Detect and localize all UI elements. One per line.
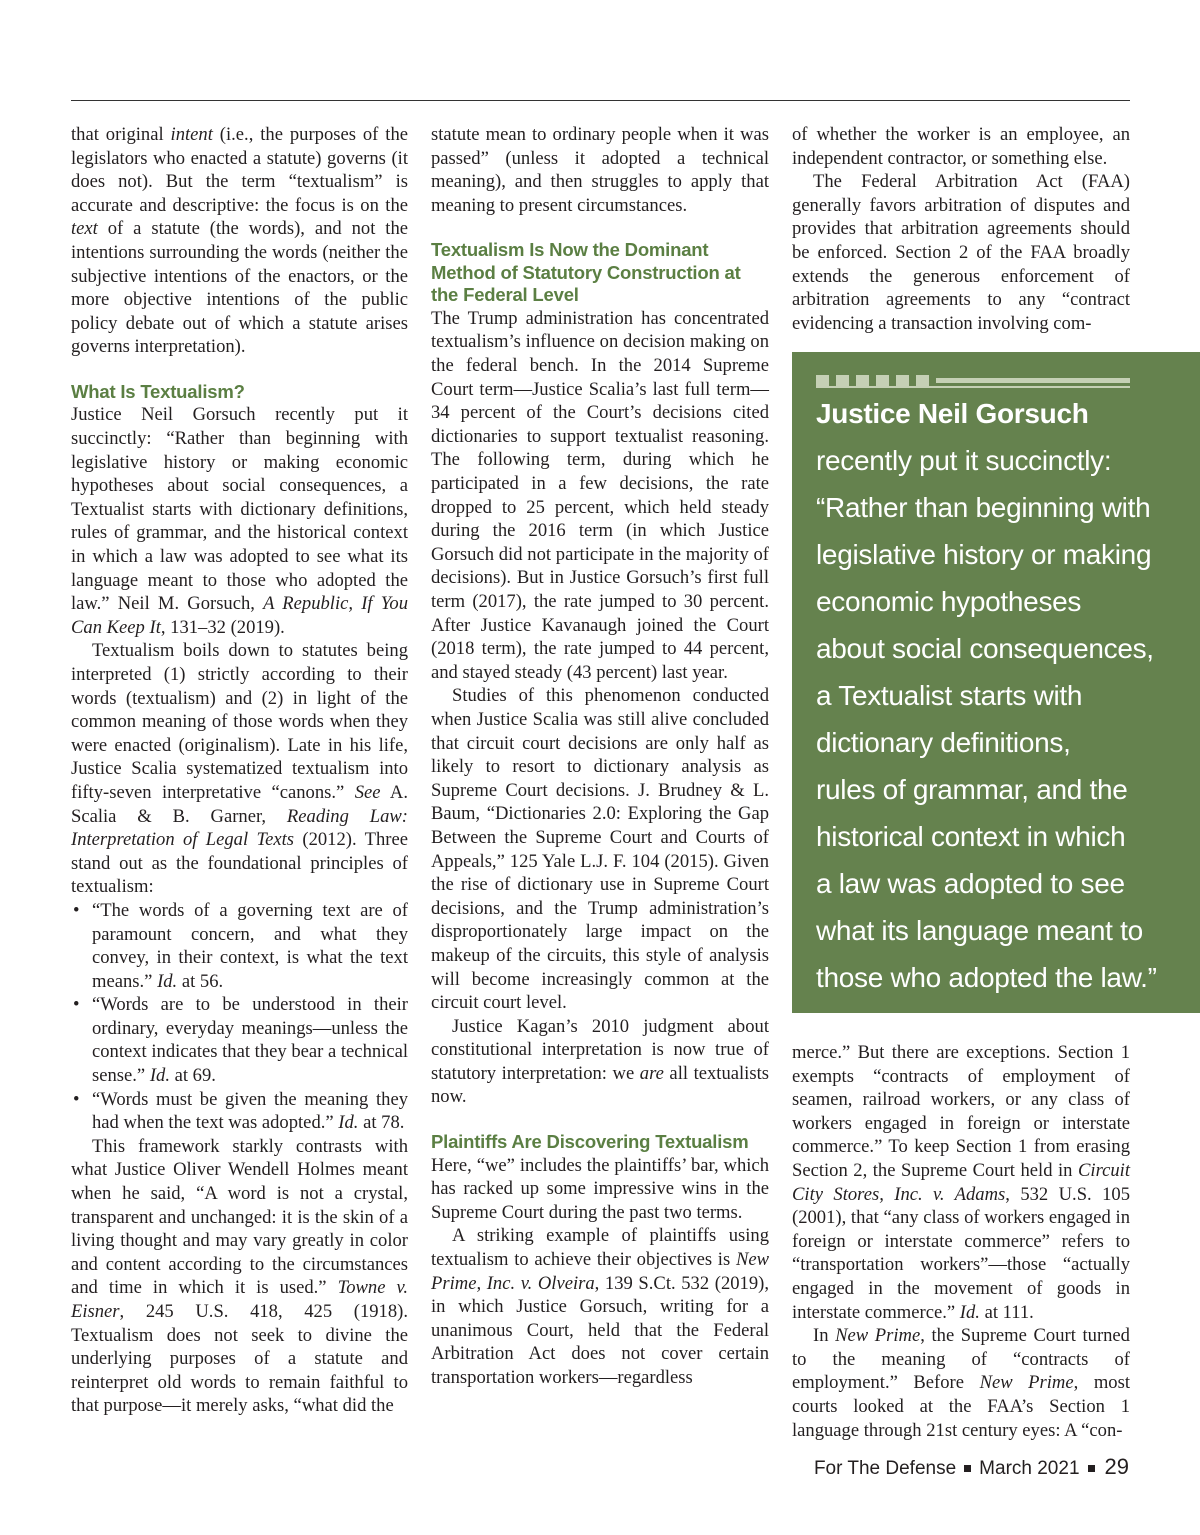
bullet-icon: • (73, 994, 80, 1016)
pull-quote-line: economic hypotheses (816, 586, 1082, 617)
paragraph: that original intent (i.e., the purposes of the legislators who enacted a statute) governs (it does not). But the term “textualism” is accurate and descriptive: the focus is on the text of a statute (the words), and not the intentions surrounding the words (neither the subjective intentions of the enactors, or the more objective intentions of the public policy debate out of which a statute arises governs interpretation). (71, 124, 408, 358)
pull-quote-squares (816, 375, 936, 388)
paragraph: In New Prime, the Supreme Court turned to the meaning of “contracts of employment.” Before New Prime, most courts looked at the FAA’s Section 1 language through 21st century eyes: A “con- (792, 1325, 1130, 1441)
pull-quote-line: a law was adopted to see (816, 868, 1125, 899)
square-icon (916, 375, 929, 388)
paragraph: Justice Kagan’s 2010 judgment about constitutional interpretation is now true of statutory interpretation: we are all textualists now. (431, 1015, 769, 1108)
paragraph: statute mean to ordinary people when it was passed” (unless it adopted a technical meaning), and then struggles to apply that meaning to present circumstances. (431, 124, 769, 216)
section-heading: Textualism Is Now the Dominant Method of Statutory Construction at the Federal Level (431, 239, 741, 306)
paragraph: Textualism boils down to statutes being interpreted (1) strictly according to their words (textualism) and (2) in light of the common meaning of those words when they were enacted (originalism). Late in his life, Justice Scalia systematized textualism into fifty-seven interpretative “canons.” See A. Scalia & B. Garner, Reading Law: Interpretation of Legal Texts (2012). Three stand out as the foundational principles of textualism: (71, 640, 409, 898)
top-rule (71, 100, 1130, 101)
pull-quote-line: a Textualist starts with (816, 680, 1083, 711)
section-heading: What Is Textualism? (71, 380, 245, 402)
pull-quote-lead: Justice Neil Gorsuch (816, 398, 1089, 429)
page-number: 29 (1104, 1454, 1129, 1479)
square-icon (856, 375, 869, 388)
paragraph: Here, “we” includes the plaintiffs’ bar, which has racked up some impressive wins in the Supreme Court during the past two terms. (431, 1154, 769, 1223)
column-3-bottom (792, 1041, 1130, 1442)
paragraph: The Federal Arbitration Act (FAA) generally favors arbitration of disputes and provides that arbitration agreements should be enforced. Section 2 of the FAA broadly extends the generous enforcement of arbitration agreements to any “contract evidencing a transaction involving com- (792, 171, 1130, 334)
square-icon (816, 375, 829, 388)
pull-quote-line: rules of grammar, and the (816, 774, 1128, 805)
pull-quote-line: recently put it succinctly: (816, 445, 1112, 476)
section-heading: Plaintiffs Are Discovering Textualism (431, 1131, 749, 1153)
column-1 (71, 123, 408, 1418)
square-icon (876, 375, 889, 388)
list-item: • “The words of a governing text are of paramount concern, and what they convey, in their context, is what the text means.” Id. at 56. (73, 899, 408, 992)
square-icon (896, 375, 909, 388)
column-2 (431, 123, 769, 1390)
column-3-top (792, 123, 1130, 335)
pull-quote-accent-bar (936, 378, 1130, 383)
paragraph: The Trump administration has concentrated textualism’s influence on decision making on the federal bench. In the 2014 Supreme Court term—Justice Scalia’s last full term—34 percent of the Court’s decisions cited dictionaries to support textualist reasoning. The following term, during which he participated in a few decisions, the rate dropped to 25 percent, which held steady during the 2016 term (in which Justice Gorsuch did not participate in the majority of decisions). But in Justice Gorsuch’s first full term (2017), the rate jumped to 30 percent. After Justice Kavanaugh joined the Court (2018 term), the rate jumped to 44 percent, and stayed steady (43 percent) last year. (431, 307, 769, 683)
square-separator-icon (1088, 1465, 1095, 1472)
square-separator-icon (964, 1465, 971, 1472)
bullet-icon: • (73, 899, 80, 921)
pull-quote-line: historical context in which (816, 821, 1126, 852)
pull-quote-line: those who adopted the law.” (816, 962, 1157, 993)
square-icon (836, 375, 849, 388)
paragraph: This framework starkly contrasts with what Justice Oliver Wendell Holmes meant when he said, “A word is not a crystal, transparent and unchanged: it is the skin of a living thought and may vary greatly in color and content according to the circumstances and time in which it is used.” Towne v. Eisner, 245 U.S. 418, 425 (1918). Textualism does not seek to divine the underlying purposes of a statute and reinterpret old words to remain faithful to that purpose—it merely asks, “what did the (71, 1135, 408, 1417)
page-footer (814, 1454, 1129, 1480)
pull-quote-line: “Rather than beginning with (816, 492, 1151, 523)
paragraph: Studies of this phenomenon conducted when Justice Scalia was still alive concluded that circuit court decisions are only half as likely to resort to dictionary analysis as Supreme Court decisions. J. Brudney & L. Baum, “Dictionaries 2.0: Exploring the Gap Between the Supreme Court and Courts of Appeals,” 125 Yale L.J. F. 104 (2015). Given the rise of dictionary use in Supreme Court decisions, and the Trump administration’s disproportionately large impact on the makeup of the circuits, this style of analysis will become increasingly common at the circuit court level. (431, 685, 769, 1014)
pull-quote-line: about social consequences, (816, 633, 1154, 664)
pull-quote-line: what its language meant to (816, 915, 1143, 946)
paragraph: merce.” But there are exceptions. Section 1 exempts “contracts of employment of seamen, railroad workers, or any class of workers engaged in foreign or interstate commerce.” To keep Section 1 from erasing Section 2, the Supreme Court held in Circuit City Stores, Inc. v. Adams, 532 U.S. 105 (2001), that “any class of workers engaged in foreign or interstate commerce” refers to “transportation workers”—those “actually engaged in the movement of goods in interstate commerce.” Id. at 111. (792, 1042, 1130, 1323)
pull-quote-line: dictionary definitions, (816, 727, 1071, 758)
pull-quote-text (816, 390, 1157, 1001)
pull-quote-line: legislative history or making (816, 539, 1152, 570)
issue-date: March 2021 (979, 1458, 1080, 1479)
list-item: • “Words must be given the meaning they had when the text was adopted.” Id. at 78. (73, 1088, 408, 1134)
paragraph: Justice Neil Gorsuch recently put it succinctly: “Rather than beginning with legislative history or making economic hypotheses about social consequences, a Textualist starts with dictionary definitions, rules of grammar, and the historical context in which a law was adopted to see what its language meant to those who adopted the law.” Neil M. Gorsuch, A Republic, If You Can Keep It, 131–32 (2019). (71, 404, 408, 638)
paragraph: of whether the worker is an employee, an independent contractor, or something else. (792, 124, 1130, 169)
paragraph: A striking example of plaintiffs using textualism to achieve their objectives is New Prime, Inc. v. Olveira, 139 S.Ct. 532 (2019), in which Justice Gorsuch, writing for a unanimous Court, held that the Federal Arbitration Act does not cover certain transportation workers—regardless (431, 1225, 769, 1388)
bullet-icon: • (73, 1088, 80, 1110)
list-item: • “Words are to be understood in their ordinary, everyday meanings—unless the context indicates that they bear a technical sense.” Id. at 69. (73, 994, 408, 1087)
publication-name: For The Defense (813, 1458, 957, 1479)
bullet-list (71, 899, 408, 1135)
